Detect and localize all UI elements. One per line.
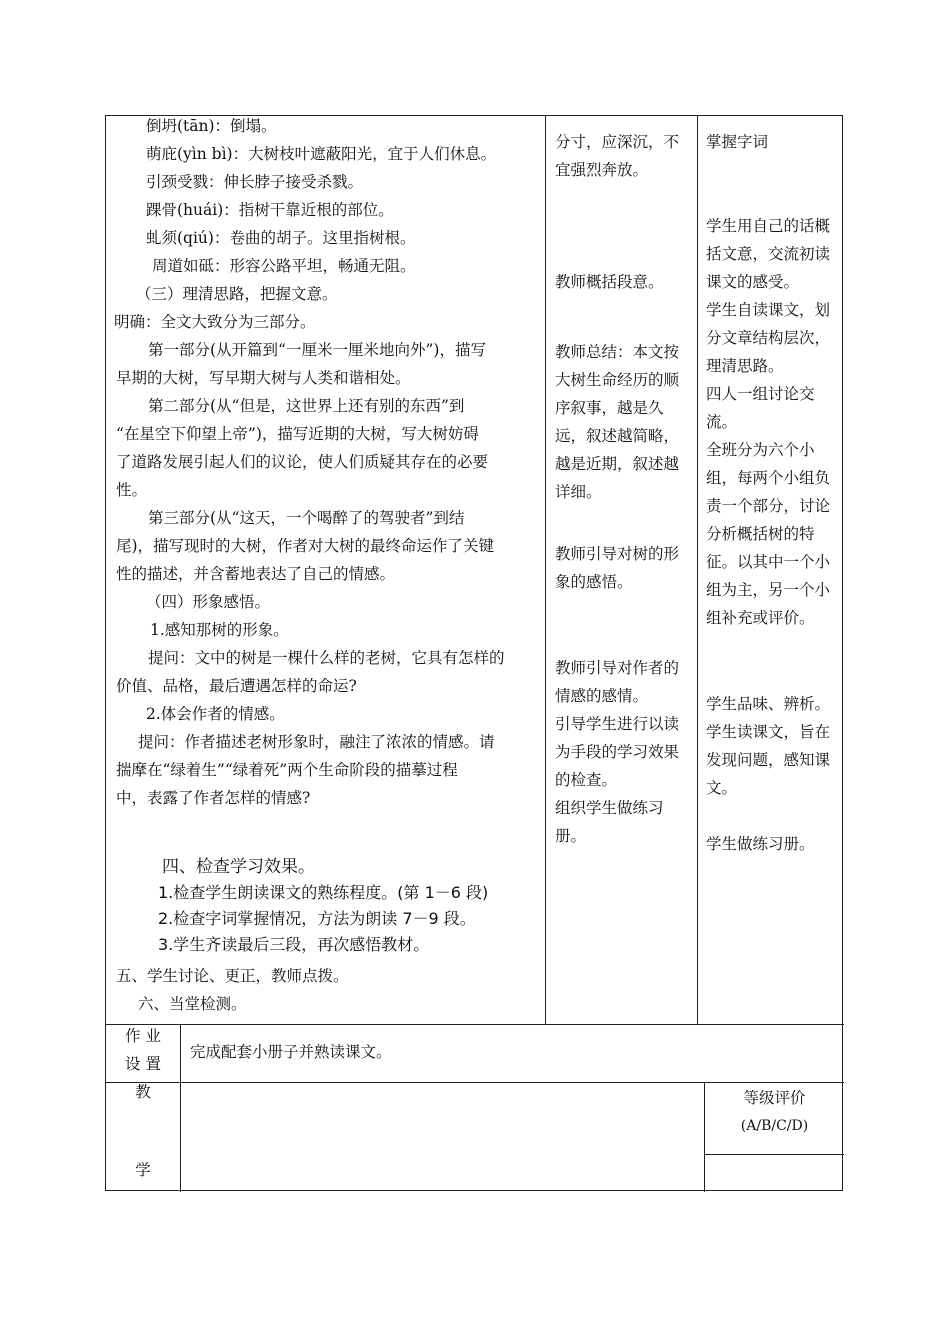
teacher-note: 教师概括段意。 (555, 273, 664, 291)
homework-label (106, 1022, 180, 1078)
paragraph-line: 性的描述，并含蓄地表达了自己的情感。 (116, 565, 396, 583)
section-heading: （四）形象感悟。 (146, 593, 271, 611)
section-heading: （三）理清思路，把握文意。 (136, 285, 338, 303)
paragraph-line: 价值、品格，最后遭遇怎样的命运? (116, 677, 357, 695)
section4-item: 2.检查字词掌握情况，方法为朗读 7－9 段。 (158, 909, 476, 928)
student-note: 学生自读课文，划分文章结构层次，理清思路。 (706, 301, 831, 375)
section4-item: 3.学生齐读最后三段，再次感悟教材。 (158, 935, 430, 954)
student-activity-column (706, 128, 838, 858)
paragraph-line: 明确：全文大致分为三部分。 (114, 313, 316, 331)
student-note: 全班分为六个小组，每两个小组负责一个部分，讨论分析概括树的特征。以其中一个小组为主，另一个小组补充或评价。 (706, 441, 831, 627)
paragraph-line: 了道路发展引起人们的议论，使人们质疑其存在的必要 (116, 453, 489, 471)
reflection-label-top: 教 (135, 1083, 151, 1101)
grade-label-text: 等级评价 (743, 1089, 806, 1107)
student-note: 学生用自己的话概括文意，交流初读课文的感受。 (706, 217, 831, 291)
vocab-line: 萌庇(yìn bì)：大树枝叶遮蔽阳光，宜于人们休息。 (146, 145, 497, 163)
section4-block (158, 854, 544, 958)
vocab-line: 周道如砥：形容公路平坦，畅通无阻。 (152, 257, 416, 275)
paragraph-line: 第一部分(从开篇到“一厘米一厘米地向外”)，描写 (148, 341, 486, 359)
teacher-note: 引导学生进行以读为手段的学习效果的检查。 (555, 715, 680, 789)
teaching-process-column (116, 112, 542, 812)
section6-line: 六、当堂检测。 (138, 995, 247, 1013)
grade-options: (A/B/C/D) (740, 1118, 809, 1134)
vocab-line: 倒坍(tān)：倒塌。 (146, 117, 277, 135)
paragraph-line: 提问：作者描述老树形象时，融注了浓浓的情感。请 (138, 733, 495, 751)
vocab-line: 引颈受戮：伸长脖子接受杀戮。 (146, 173, 364, 191)
teacher-note: 分寸，应深沉，不宜强烈奔放。 (555, 133, 680, 179)
student-note: 四人一组讨论交流。 (706, 385, 815, 431)
section4-title: 四、检查学习效果。 (162, 857, 315, 877)
paragraph-line: 早期的大树，写早期大树与人类和谐相处。 (116, 369, 411, 387)
vocab-line: 踝骨(huái)：指树干靠近根的部位。 (146, 201, 394, 219)
paragraph-line: 揣摩在“绿着生”“绿着死”两个生命阶段的描摹过程 (116, 761, 458, 779)
paragraph-line: 提问：文中的树是一棵什么样的老树，它具有怎样的 (148, 649, 505, 667)
teacher-note: 教师引导对作者的情感的感情。 (555, 659, 680, 705)
homework-label-line2: 设 置 (125, 1055, 161, 1073)
paragraph-line: 中，表露了作者怎样的情感? (116, 789, 311, 807)
teacher-note: 教师引导对树的形象的感悟。 (555, 545, 680, 591)
paragraph-line: “在星空下仰望上帝”)，描写近期的大树，写大树妨碍 (116, 425, 479, 443)
teacher-activity-column (555, 128, 691, 850)
lesson-plan-table (105, 115, 843, 1191)
student-note: 学生做练习册。 (706, 835, 815, 853)
grade-label (705, 1084, 844, 1140)
student-note: 掌握字词 (706, 133, 769, 151)
teacher-note: 组织学生做练习册。 (555, 799, 664, 845)
reflection-label-bottom: 学 (135, 1161, 151, 1179)
teacher-note: 教师总结：本文按大树生命经历的顺序叙事，越是久远，叙述越简略，越是近期，叙述越详细。 (555, 343, 680, 501)
student-note: 学生品味、辨析。 (706, 695, 831, 713)
paragraph-line: 第二部分(从“但是，这世界上还有别的东西”到 (148, 397, 465, 415)
paragraph-line: 2.体会作者的情感。 (146, 705, 285, 723)
homework-label-line1: 作 业 (125, 1027, 161, 1045)
section5-line: 五、学生讨论、更正，教师点拨。 (116, 967, 349, 985)
paragraph-line: 1.感知那树的形象。 (150, 621, 289, 639)
student-note: 学生读课文，旨在发现问题，感知课文。 (706, 723, 831, 797)
paragraph-line: 性。 (116, 481, 148, 499)
homework-content: 完成配套小册子并熟读课文。 (190, 1043, 392, 1061)
paragraph-line: 第三部分(从“这天，一个喝醉了的驾驶者”到结 (148, 509, 465, 527)
paragraph-line: 尾)，描写现时的大树，作者对大树的最终命运作了关键 (116, 537, 495, 555)
vocab-line: 虬须(qiú)：卷曲的胡子。这里指树根。 (146, 229, 416, 247)
section4-item: 1.检查学生朗读课文的熟练程度。(第 1－6 段) (158, 883, 489, 902)
